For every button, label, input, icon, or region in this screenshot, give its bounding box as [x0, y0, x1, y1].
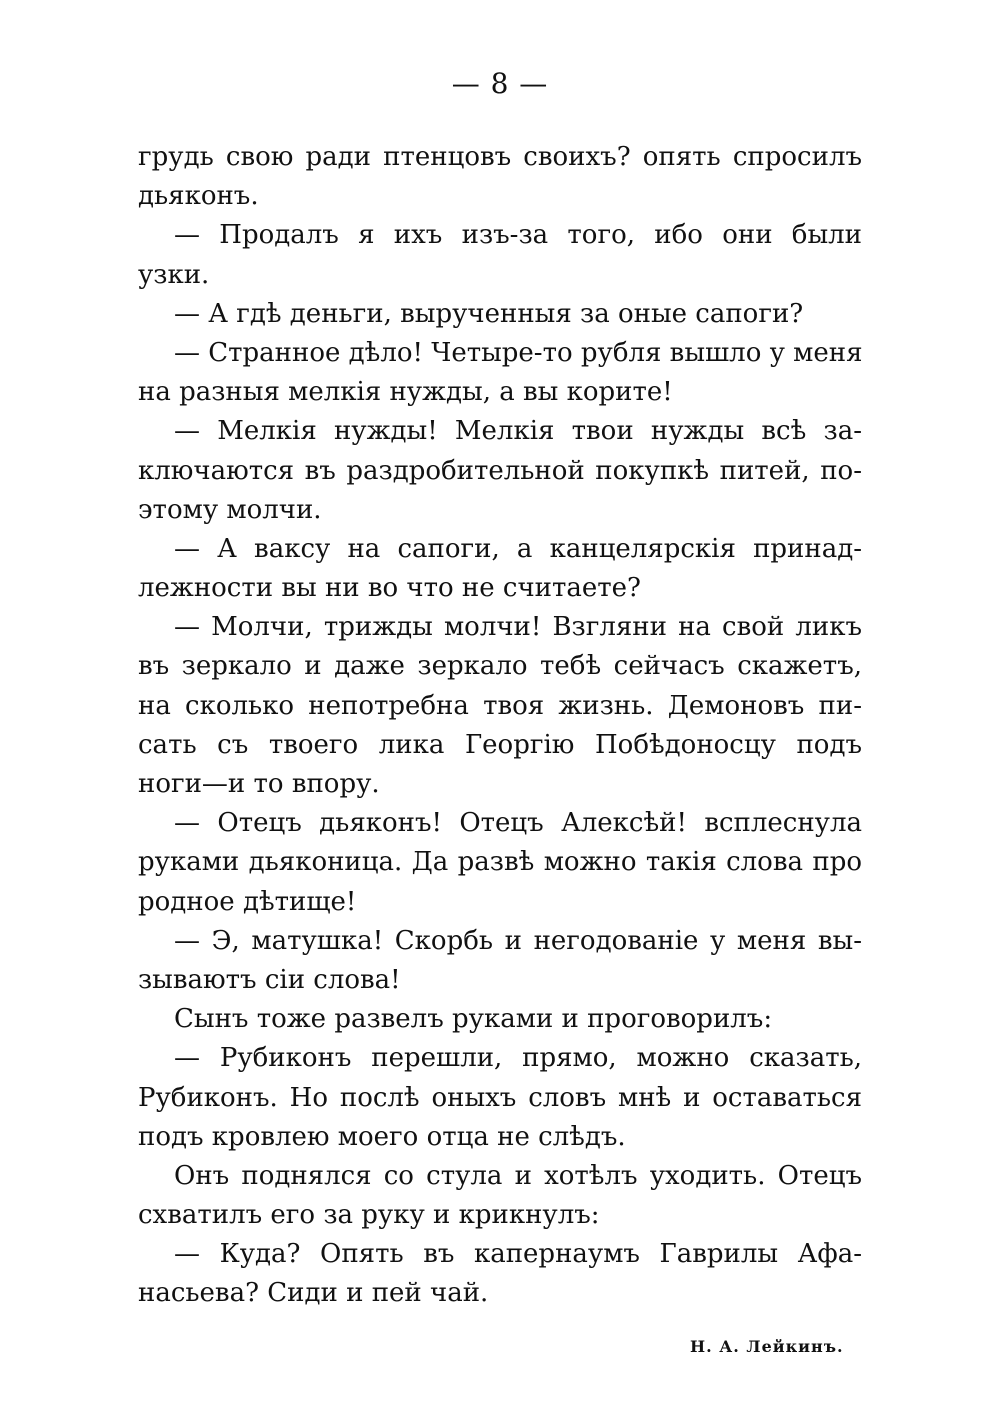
text-line: — Мелкія нужды! Мелкія твои нужды всѣ за-	[174, 416, 862, 447]
body-text	[138, 138, 862, 1314]
text-line: — Странное дѣло! Четыре-то рубля вышло у меня	[174, 337, 863, 368]
text-line: ключаются въ раздробительной покупкѣ питей, по-	[138, 455, 862, 486]
text-line: Сынъ тоже развелъ руками и проговорилъ:	[174, 1004, 773, 1035]
text-line: родное дѣтище!	[138, 886, 357, 917]
text-line: — Продалъ я ихъ изъ-за того, ибо они были	[174, 220, 862, 251]
text-line: узки.	[138, 259, 210, 290]
text-line: — Куда? Опять въ капернаумъ Гаврилы Афа-	[174, 1239, 862, 1270]
text-line: сать съ твоего лика Георгію Побѣдоносцу подъ	[138, 729, 862, 760]
text-line: Рубиконъ. Но послѣ оныхъ словъ мнѣ и оставаться	[138, 1082, 862, 1113]
text-line: подъ кровлею моего отца не слѣдъ.	[138, 1121, 626, 1152]
text-line: зываютъ сіи слова!	[138, 964, 401, 995]
text-line: — Молчи, трижды молчи! Взгляни на свой ликъ	[174, 612, 862, 643]
text-line: въ зеркало и даже зеркало тебѣ сейчасъ скажетъ,	[138, 651, 862, 682]
text-line: — Рубиконъ перешли, прямо, можно сказать,	[174, 1043, 862, 1074]
text-line: на сколько непотребна твоя жизнь. Демоновъ пи-	[138, 690, 862, 721]
text-line: дьяконъ.	[138, 181, 259, 212]
text-line: — Э, матушка! Скорбь и негодованіе у меня вы-	[174, 925, 862, 956]
text-line: этому молчи.	[138, 494, 322, 525]
text-line: Онъ поднялся со стула и хотѣлъ уходить. Отецъ	[174, 1160, 862, 1191]
text-line: грудь свою ради птенцовъ своихъ? опять спросилъ	[138, 142, 862, 172]
page-number: — 8 —	[451, 67, 549, 100]
text-line: схватилъ его за руку и крикнулъ:	[138, 1200, 600, 1231]
text-line: руками дьяконица. Да развѣ можно такія слова про	[138, 847, 862, 878]
text-line: — Отецъ дьяконъ! Отецъ Алексѣй! всплеснула	[174, 808, 862, 839]
signature-mark: Н. А. Лейкинъ.	[690, 1337, 844, 1356]
text-line: ноги—и то впору.	[138, 769, 380, 799]
text-line: насьева? Сиди и пей чай.	[138, 1278, 489, 1309]
text-line: на разныя мелкія нужды, а вы корите!	[138, 377, 673, 408]
text-line: — А ваксу на сапоги, а канцелярскія принад-	[174, 533, 862, 564]
text-line: — А гдѣ деньги, вырученныя за оные сапоги?	[174, 298, 804, 329]
text-line: лежности вы ни во что не считаете?	[138, 573, 641, 604]
